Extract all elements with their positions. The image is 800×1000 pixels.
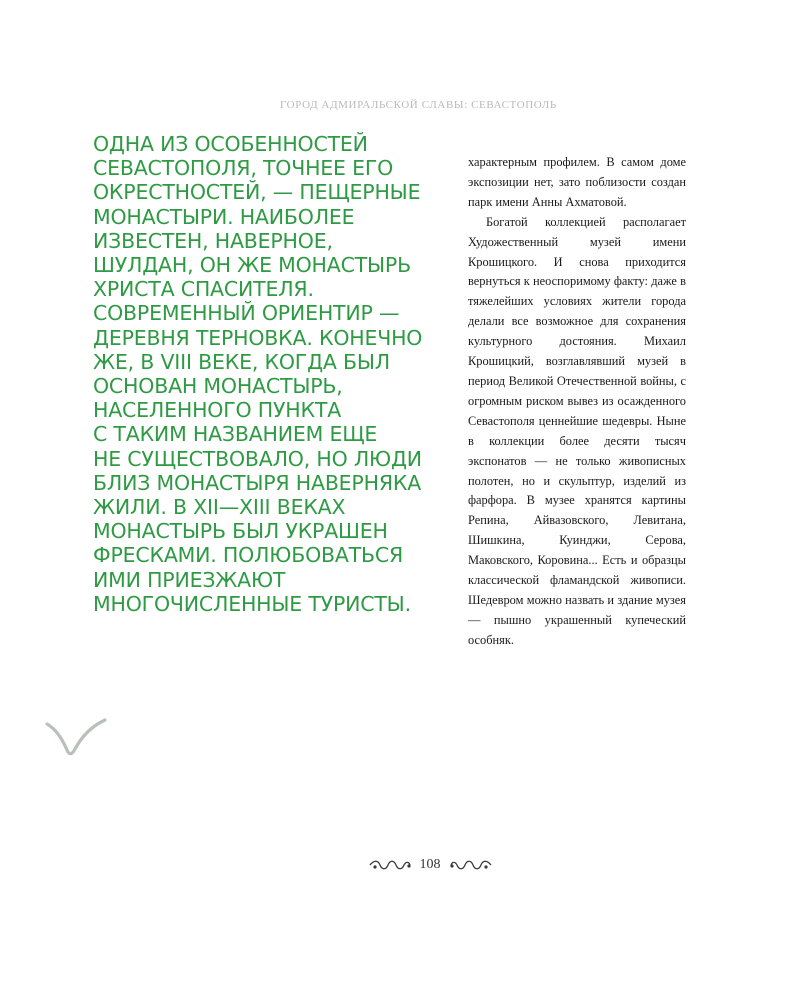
pull-quote-line: С ТАКИМ НАЗВАНИЕМ ЕЩЕ (93, 422, 378, 447)
body-paragraph: характерным профилем. В самом доме экспозиции нет, зато поблизости создан парк имени Анны Ахматовой. (468, 155, 686, 209)
pull-quote-line: СОВРЕМЕННЫЙ ОРИЕНТИР — (93, 301, 400, 326)
page-number: 108 (419, 857, 441, 872)
pull-quote-line: НАСЕЛЕННОГО ПУНКТА (93, 398, 342, 423)
pull-quote-line: ФРЕСКАМИ. ПОЛЮБОВАТЬСЯ (93, 543, 404, 568)
pull-quote-line: БЛИЗ МОНАСТЫРЯ НАВЕРНЯКА (93, 470, 422, 495)
pull-quote-line: НЕ СУЩЕСТВОВАЛО, НО ЛЮДИ (93, 446, 422, 471)
pull-quote-line: ХРИСТА СПАСИТЕЛЯ. (93, 277, 314, 302)
page-folio (360, 853, 500, 877)
pull-quote-line: ОДНА ИЗ ОСОБЕННОСТЕЙ (93, 132, 368, 156)
pull-quote-line: ДЕРЕВНЯ ТЕРНОВКА. КОНЕЧНО (93, 325, 423, 350)
pull-quote-line: МОНАСТЫРИ. НАИБОЛЕЕ (93, 204, 355, 229)
right-ornament-icon (449, 857, 493, 873)
left-ornament-icon (368, 857, 412, 873)
pull-quote-line: ЖИЛИ. В XII—XIII ВЕКАХ (93, 495, 346, 520)
pull-quote-line: МНОГОЧИСЛЕННЫЕ ТУРИСТЫ. (93, 591, 411, 616)
running-header: ГОРОД АДМИРАЛЬСКОЙ СЛАВЫ: СЕВАСТОПОЛЬ (280, 99, 557, 111)
decorative-swoosh-icon (45, 712, 107, 758)
pull-quote-line: ЖЕ, В VIII ВЕКЕ, КОГДА БЫЛ (93, 349, 390, 374)
pull-quote (93, 132, 453, 616)
body-text-column (468, 153, 686, 651)
pull-quote-line: СЕВАСТОПОЛЯ, ТОЧНЕЕ ЕГО (93, 156, 394, 181)
pull-quote-line: ШУЛДАН, ОН ЖЕ МОНАСТЫРЬ (93, 253, 411, 278)
body-paragraph: Богатой коллекцией располагает Художественный музей имени Крошицкого. И снова приходится вернуться к неоспоримому факту: даже в тяжелейших условиях жители города делали все возможное для сохранения культурного достояния. Михаил Крошицкий, возглавлявший музей в период Великой Отечественной войны, с огромным риском вывез из осажденного Севастополя ценнейшие шедевры. Ныне в коллекции более десяти тысяч экспонатов — не только живописных полотен, но и скульптур, изделий из фарфора. В музее хранятся картины Репина, Айвазовского, Левитана, Шишкина, Куинджи, Серова, Маковского, Коровина... Есть и образцы классической фламандской живописи. Шедевром можно назвать и здание музея — пышно украшенный купеческий особняк. (468, 214, 686, 647)
pull-quote-line: МОНАСТЫРЬ БЫЛ УКРАШЕН (93, 519, 388, 544)
pull-quote-line: ОСНОВАН МОНАСТЫРЬ, (93, 374, 343, 399)
pull-quote-line: ИЗВЕСТЕН, НАВЕРНОЕ, (93, 228, 333, 253)
pull-quote-line: ОКРЕСТНОСТЕЙ, — ПЕЩЕРНЫЕ (93, 180, 421, 205)
pull-quote-line: ИМИ ПРИЕЗЖАЮТ (93, 567, 286, 592)
